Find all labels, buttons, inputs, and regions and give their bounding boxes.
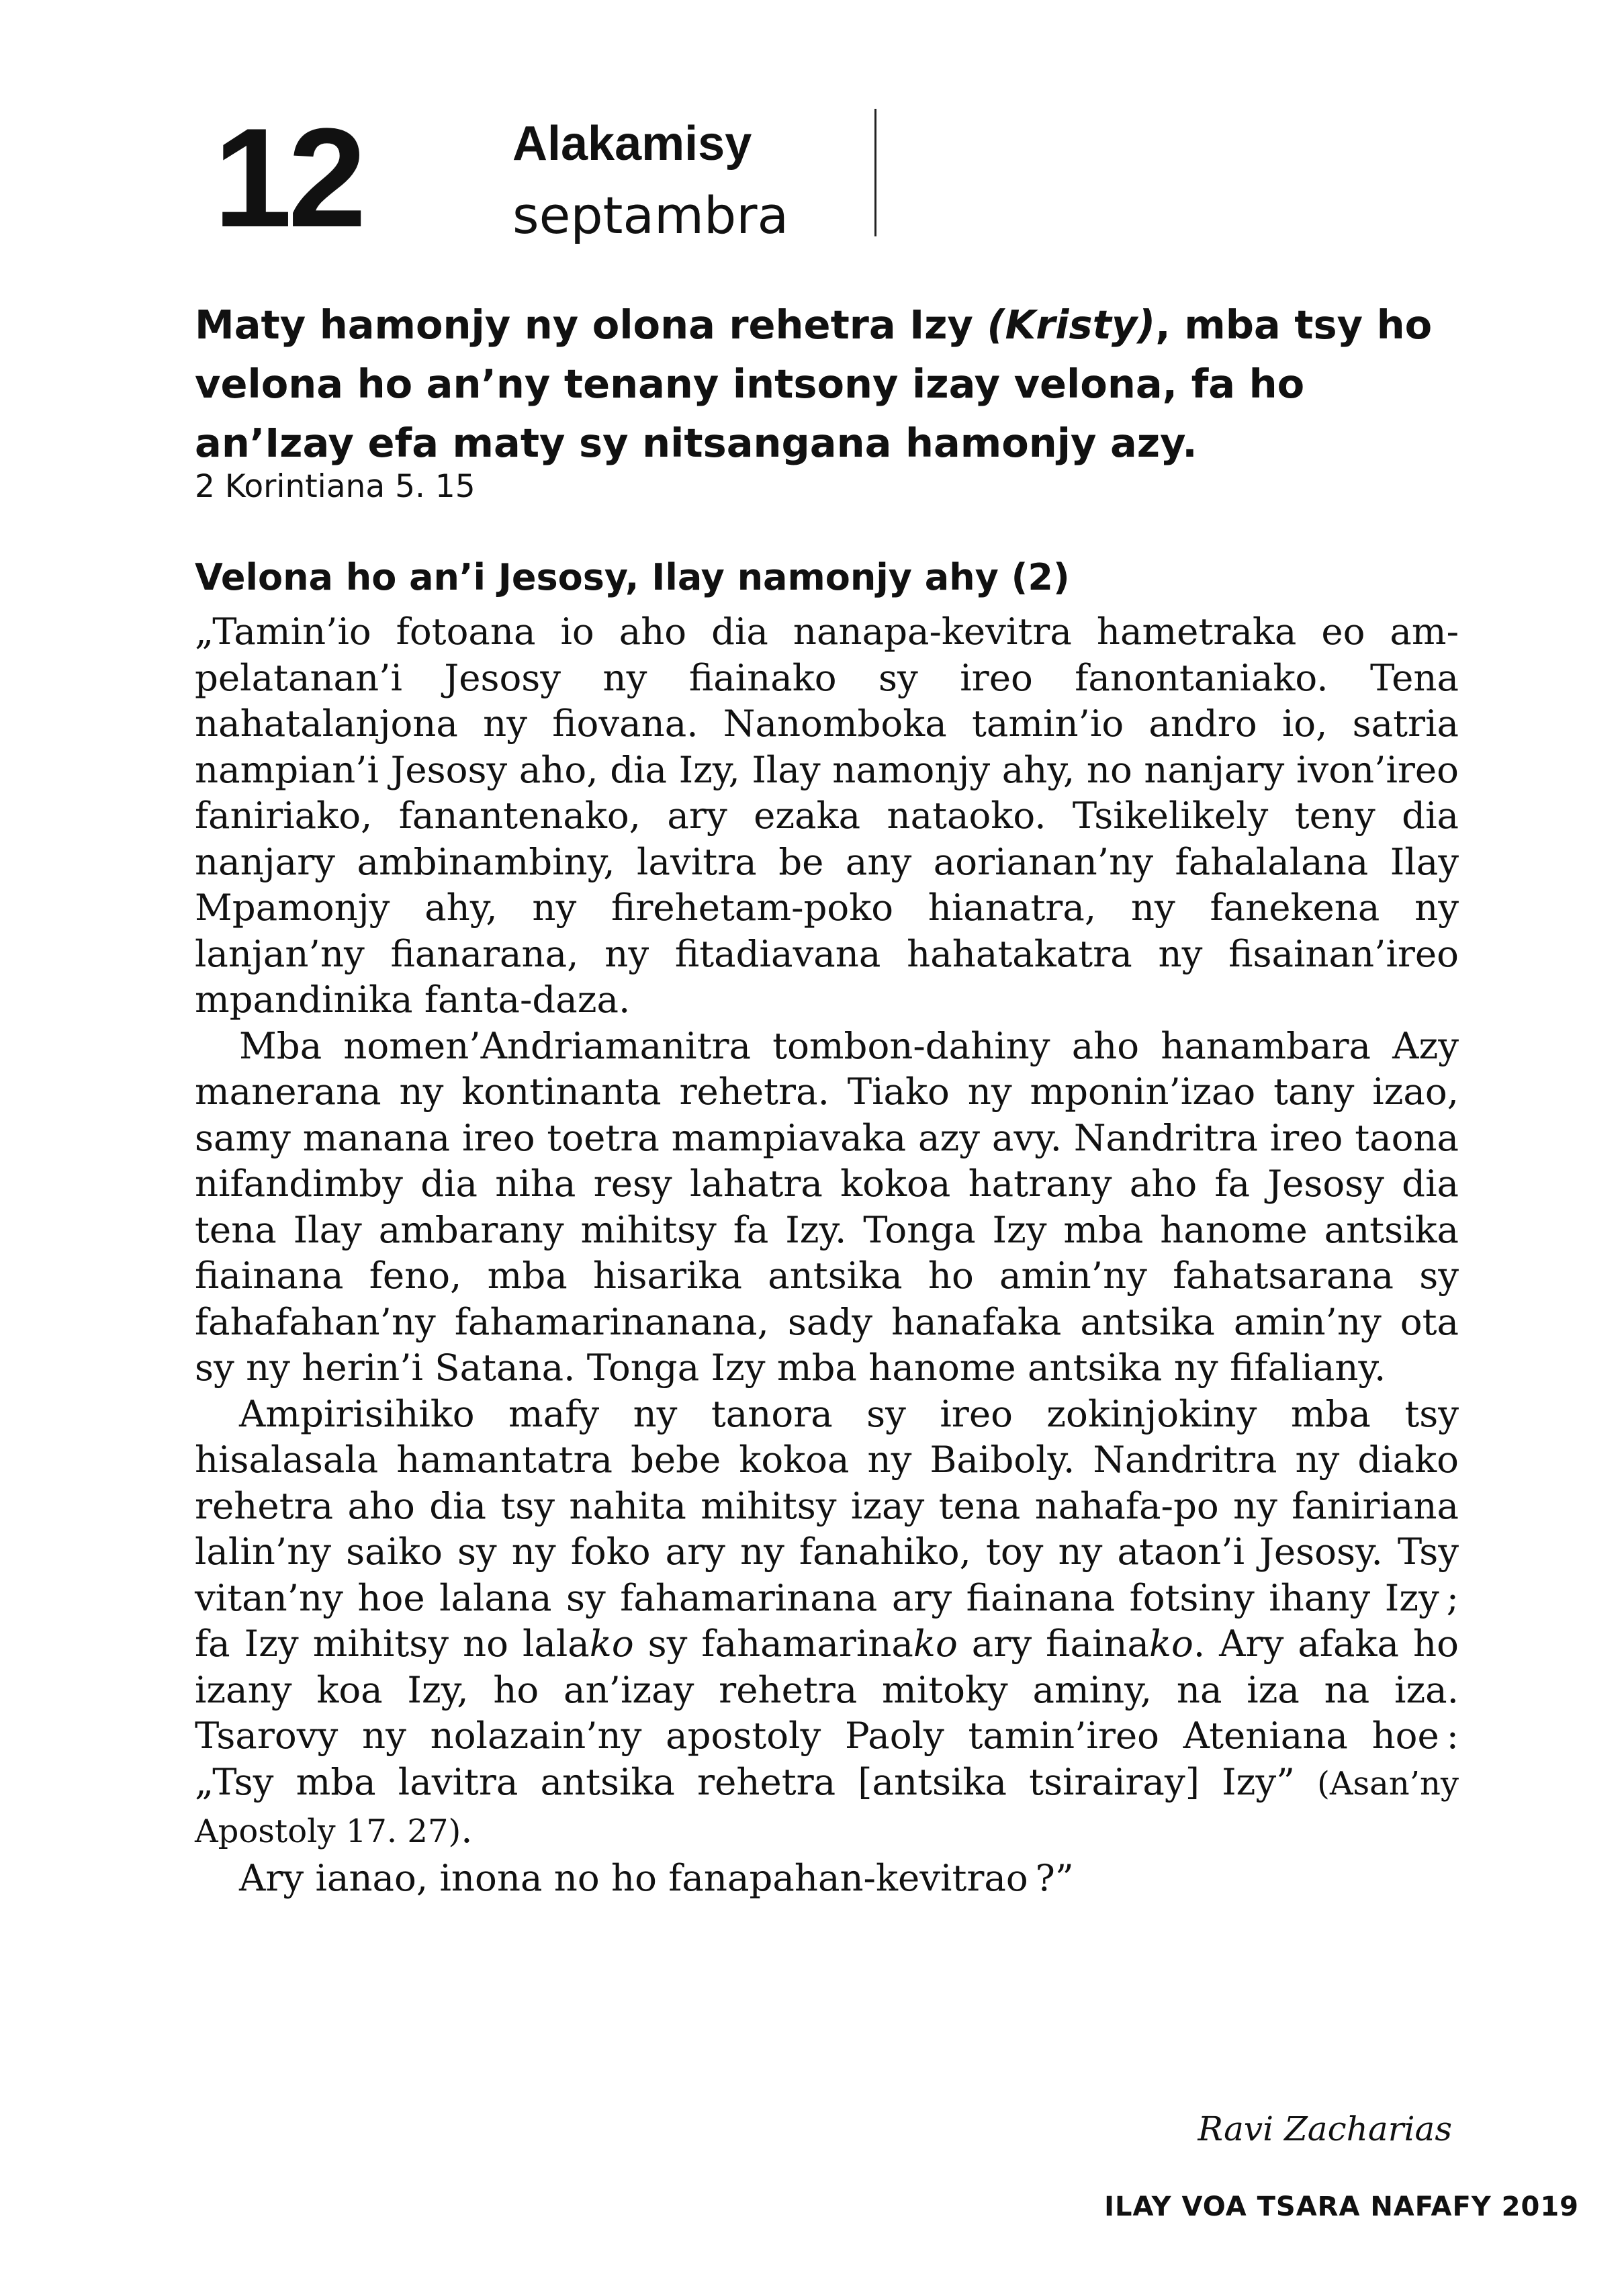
emphasis-ko-2: ko (913, 1622, 958, 1665)
publication-footer: ILAY VOA TSARA NAFAFY 2019 (1104, 2191, 1579, 2222)
paragraph-3-part-b: sy fahamarina (633, 1622, 913, 1665)
paragraph-1: „Tamin’io fotoana io aho dia nanapa-kevitra hametraka eo am-pelatanan’i Jesosy ny fiainako sy ireo fanontaniako. Tena nahatalanjona ny fiovana. Nanomboka tamin’io andro io, satria nampian’i Jesosy aho, dia Izy, Ilay namonjy ahy, no nanjary ivon’ireo faniriako, fanantenako, ary ezaka nataoko. Tsikelikely teny dia nanjary ambinambiny, lavitra be any aorianan’ny fahalalana Ilay Mpamonjy ahy, ny firehetam-poko hianatra, ny fanekena ny lanjan’ny fianarana, ny fitadiavana hahatakatra ny fisainan’ireo mpandinika fanta-daza. (195, 610, 1459, 1021)
header-divider (874, 109, 876, 236)
date-header (214, 101, 885, 255)
day-number: 12 (214, 99, 363, 257)
paragraph-3-part-a: Ampirisihiko mafy ny tanora sy ireo zokinjokiny mba tsy hisalasala hamantatra bebe kokoa ny Baiboly. Nandritra ny diako rehetra aho dia tsy nahita mihitsy izay tena nahafa-po ny faniriana lalin’ny saiko sy ny foko ary ny fanahiko, toy ny ataon’i Jesosy. Tsy vitan’ny hoe lalana sy fahamarinana ary fiainana fotsiny ihany Izy ; fa Izy mihitsy no lala (195, 1392, 1459, 1665)
verse-reference: 2 Korintiana 5. 15 (195, 468, 476, 505)
scripture-reference: (Asan’ny Apostoly 17. 27) (195, 1764, 1459, 1850)
paragraph-3-part-d: . Ary afaka ho izany koa Izy, ho an’izay rehetra mitoky aminy, na iza na iza. Tsarovy ny nolazain’ny apostoly Paoly tamin’ireo Ateniana hoe : „Tsy mba lavitra antsika rehetra [antsika tsirairay] Izy” (195, 1622, 1459, 1803)
weekday: Alakamisy (512, 117, 752, 171)
paragraph-2: Mba nomen’Andriamanitra tombon-dahiny aho hanambara Azy manerana ny kontinanta rehetra. Tiako ny mponin’izao tany izao, samy manana ireo toetra mampiavaka azy avy. Nandritra ireo taona nifandimby dia niha resy lahatra kokoa hatrany aho fa Jesosy dia tena Ilay ambarany mihitsy fa Izy. Tonga Izy mba hanome antsika fiainana feno, mba hisarika antsika ho amin’ny fahatsarana sy fahafahan’ny fahamarinanana, sady hanafaka antsika amin’ny ota sy ny herin’i Satana. Tonga Izy mba hanome antsika ny fifaliany. (195, 1024, 1459, 1389)
paragraph-3-part-c: ary fiaina (957, 1622, 1149, 1665)
article-title: Velona ho an’i Jesosy, Ilay namonjy ahy (2) (195, 556, 1070, 598)
verse-insertion: (Kristy) (987, 302, 1156, 348)
author-signature: Ravi Zacharias (1198, 2109, 1452, 2148)
emphasis-ko-3: ko (1148, 1622, 1193, 1665)
paragraph-4: Ary ianao, inona no ho fanapahan-kevitrao ?” (239, 1856, 1074, 1899)
month: septambra (512, 185, 789, 245)
verse-text-end: , mba tsy ho velona ho an’ny tenany intsony izay velona, fa ho an’Izay efa maty sy nitsangana hamonjy azy. (195, 302, 1433, 466)
article-body (195, 608, 1459, 1901)
paragraph-3-end: . (461, 1808, 473, 1851)
paragraph-3 (195, 1391, 1459, 1855)
verse-text-start: Maty hamonjy ny olona rehetra Izy (195, 302, 987, 348)
bible-verse (195, 295, 1464, 473)
emphasis-ko-1: ko (589, 1622, 634, 1665)
